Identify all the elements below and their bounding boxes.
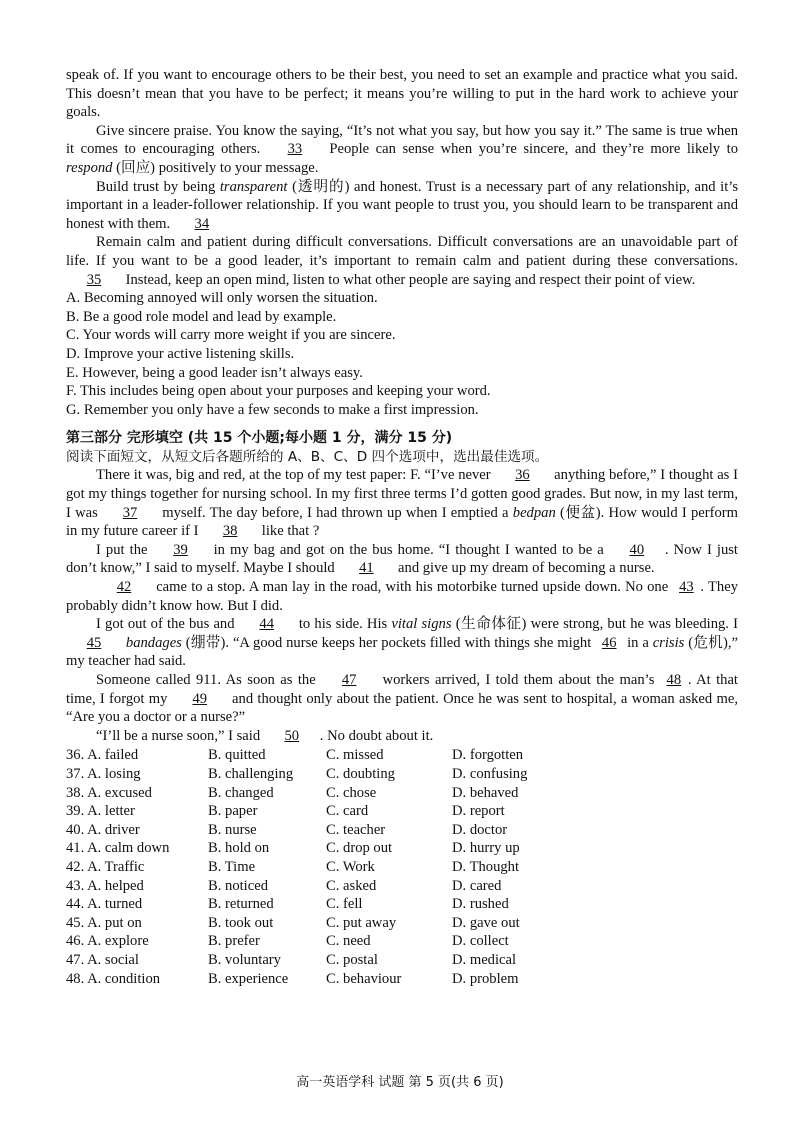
paragraph: Build trust by being transparent (透明的) and honest. Trust is a necessary part of any relationship, and it’s important in a leader-follower relationship. If you want people to trust you, you should learn to be transparent and honest with them. 34 — [66, 178, 739, 232]
paragraph: I got out of the bus and 44 to his side. His vital signs (生命体征) were strong, but he was bleeding. I 45 bandages (绷带). “A good nurse keeps her pockets filled with things she might 46 in a crisis (危机),” my teacher had said. — [66, 616, 738, 670]
paragraph: Remain calm and patient during difficult conversations. Difficult conversations are an unavoidable part of life. If you want to be a good leader, it’s important to remain calm and patient during these conversations. 35 Instead, keep an open mind, listen to what other people are saying and respect their point of view. — [66, 234, 738, 288]
option-b[interactable]: B. Be a good role model and lead by example. — [66, 308, 337, 325]
blank-42[interactable]: 42 — [116, 579, 132, 596]
choice-option[interactable]: 44. A. turned — [66, 896, 143, 913]
option-d[interactable]: D. Improve your active listening skills. — [66, 345, 295, 362]
choice-option[interactable]: B. returned — [208, 896, 274, 913]
choice-row — [66, 839, 572, 858]
choice-option[interactable]: C. behaviour — [326, 970, 402, 987]
choice-option[interactable]: B. took out — [208, 914, 274, 931]
choice-row — [66, 784, 572, 803]
paragraph: There it was, big and red, at the top of my test paper: F. “I’ve never 36 anything before,” I thought as I got my things together for nursing school. In my first three terms I’d gotten good grades. But now, in my last term, I was 37 myself. The day before, I had thrown up when I emptied a bedpan (便盆). How would I perform in my future career if I 38 like that ? — [66, 467, 738, 540]
blank-46[interactable]: 46 — [601, 634, 617, 651]
blank-45[interactable]: 45 — [86, 634, 102, 651]
paragraph: Someone called 911. As soon as the 47 workers arrived, I told them about the man’s 48 . At that time, I forgot my 49 and thought only about the patient. Once he was sent to hospital, a woman asked me, “Are you a doctor or a nurse?” — [66, 672, 738, 726]
choice-option[interactable]: B. changed — [208, 784, 274, 801]
choice-option[interactable]: D. problem — [452, 970, 519, 987]
choice-option[interactable]: B. paper — [208, 803, 258, 820]
blank-44[interactable]: 44 — [259, 616, 274, 633]
blank-50[interactable]: 50 — [284, 727, 300, 744]
choice-option[interactable]: B. experience — [208, 970, 289, 987]
choice-option[interactable]: B. quitted — [208, 747, 266, 764]
choice-option[interactable]: 42. A. Traffic — [66, 858, 145, 875]
choice-option[interactable]: B. voluntary — [208, 951, 281, 968]
choice-option[interactable]: B. hold on — [208, 840, 270, 857]
paragraph: 42 came to a stop. A man lay in the road, with his motorbike turned upside down. No one 43 . They probably didn’t know how. But I did. — [66, 579, 738, 614]
choice-option[interactable]: 40. A. driver — [66, 821, 140, 838]
blank-47[interactable]: 47 — [341, 672, 357, 688]
paragraph: speak of. If you want to encourage others to be their best, you need to set an example and practice what you said. This doesn’t mean that you have to be perfect; it means you’re willing to put in the hard work to achieve your goals. — [66, 67, 738, 121]
choice-option[interactable]: B. nurse — [208, 821, 257, 838]
choice-option[interactable]: D. cared — [452, 877, 502, 894]
choice-option[interactable]: 36. A. failed — [66, 747, 139, 764]
choice-option[interactable]: C. postal — [326, 951, 378, 968]
choice-option[interactable]: 48. A. condition — [66, 970, 161, 987]
choice-option[interactable]: 39. A. letter — [66, 803, 135, 820]
blank-48[interactable]: 48 — [666, 672, 682, 688]
choice-option[interactable]: D. medical — [452, 951, 517, 968]
choice-option[interactable]: 41. A. calm down — [66, 840, 170, 857]
choice-option[interactable]: C. need — [326, 933, 371, 950]
blank-34[interactable]: 34 — [194, 215, 210, 232]
choice-row — [66, 970, 572, 989]
choice-option[interactable]: C. drop out — [326, 840, 393, 857]
choice-row — [66, 951, 572, 970]
blank-41[interactable]: 41 — [359, 560, 374, 577]
choice-option[interactable]: D. forgotten — [452, 747, 524, 764]
choice-option[interactable]: C. put away — [326, 914, 397, 931]
choice-row — [66, 858, 572, 877]
choice-option[interactable]: C. asked — [326, 877, 377, 894]
paragraph: “I’ll be a nurse soon,” I said 50 . No doubt about it. — [96, 727, 434, 744]
blank-33[interactable]: 33 — [287, 141, 303, 158]
blank-49[interactable]: 49 — [192, 690, 208, 707]
choice-option[interactable]: C. teacher — [326, 821, 386, 838]
blank-43[interactable]: 43 — [679, 579, 694, 596]
choice-row — [66, 746, 572, 765]
choice-option[interactable]: D. doctor — [452, 821, 508, 838]
choice-option[interactable]: D. Thought — [452, 858, 520, 875]
option-e[interactable]: E. However, being a good leader isn’t always easy. — [66, 364, 363, 381]
choice-option[interactable]: B. noticed — [208, 877, 268, 894]
blank-40[interactable]: 40 — [629, 541, 645, 558]
choice-option[interactable]: D. gave out — [452, 914, 520, 931]
exam-page — [66, 66, 738, 988]
paragraph: Give sincere praise. You know the saying, “It’s not what you say, but how you say it.” The same is true when it comes to encouraging others. 33 People can sense when you’re sincere, and they’re more likely to respond (回应) positively to your message. — [66, 122, 738, 176]
choice-row — [66, 932, 572, 951]
blank-35[interactable]: 35 — [86, 271, 102, 288]
choice-option[interactable]: C. card — [326, 803, 369, 820]
option-c[interactable]: C. Your words will carry more weight if you are sincere. — [66, 327, 396, 344]
choice-row — [66, 877, 572, 896]
choice-option[interactable]: B. challenging — [208, 765, 294, 782]
option-f[interactable]: F. This includes being open about your purposes and keeping your word. — [66, 383, 491, 400]
choice-option[interactable]: D. report — [452, 803, 505, 820]
choice-option[interactable]: 46. A. explore — [66, 933, 149, 950]
choice-option[interactable]: C. fell — [326, 896, 363, 913]
choice-option[interactable]: 47. A. social — [66, 951, 139, 968]
option-g[interactable]: G. Remember you only have a few seconds to make a first impression. — [66, 401, 479, 418]
choice-row — [66, 914, 572, 933]
choice-row — [66, 765, 572, 784]
blank-38[interactable]: 38 — [222, 523, 238, 540]
choice-option[interactable]: 45. A. put on — [66, 914, 142, 931]
choice-option[interactable]: B. Time — [208, 858, 256, 875]
choice-option[interactable]: 43. A. helped — [66, 877, 144, 894]
page-footer: 高一英语学科 试题 第 5 页(共 6 页) — [296, 1075, 504, 1090]
choice-option[interactable]: C. chose — [326, 784, 377, 801]
choice-option[interactable]: D. hurry up — [452, 840, 520, 857]
choice-option[interactable]: C. Work — [326, 858, 375, 875]
choice-option[interactable]: C. missed — [326, 747, 384, 764]
choice-row — [66, 821, 572, 840]
choice-option[interactable]: 37. A. losing — [66, 765, 141, 782]
choice-option[interactable]: D. collect — [452, 933, 509, 950]
choice-option[interactable]: D. behaved — [452, 784, 519, 801]
option-a[interactable]: A. Becoming annoyed will only worsen the situation. — [66, 290, 378, 307]
choice-option[interactable]: 38. A. excused — [66, 784, 152, 801]
choice-option[interactable]: D. rushed — [452, 896, 509, 913]
sentence-options — [66, 289, 738, 419]
blank-36[interactable]: 36 — [515, 467, 530, 484]
choice-option[interactable]: B. prefer — [208, 933, 260, 950]
choice-option[interactable]: C. doubting — [326, 765, 395, 782]
section-instruction: 阅读下面短文，从短文后各题所给的 A、B、C、D 四个选项中，选出最佳选项。 — [66, 448, 549, 465]
blank-37[interactable]: 37 — [122, 504, 138, 521]
paragraph: I put the 39 in my bag and got on the bus home. “I thought I wanted to be a 40 . Now I just don’t know,” I said to myself. Maybe I should 41 and give up my dream of becoming a nurse. — [66, 541, 738, 577]
blank-39[interactable]: 39 — [173, 541, 188, 558]
choice-row — [66, 802, 572, 821]
choice-option[interactable]: D. confusing — [452, 765, 528, 782]
choice-row — [66, 895, 572, 914]
section-heading: 第三部分 完形填空 (共 15 个小题;每小题 1 分，满分 15 分) — [66, 430, 453, 447]
choices-table — [66, 746, 572, 988]
